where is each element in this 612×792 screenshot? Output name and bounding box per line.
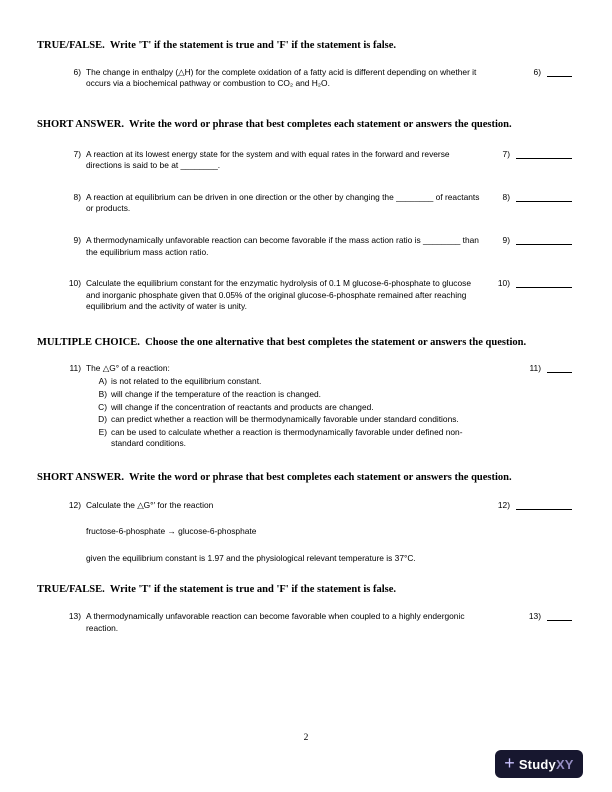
answer-area — [486, 149, 576, 161]
question-number: 7) — [73, 148, 81, 159]
section-heading-multiple-choice: MULTIPLE CHOICE. Choose the one alternative that best completes the statement or answers the question. — [37, 337, 527, 349]
question-11 — [37, 363, 576, 450]
logo-text-study: Study — [518, 756, 556, 772]
section-heading-short-answer-2: SHORT ANSWER. Write the word or phrase that best completes each statement or answers the question. — [37, 471, 512, 483]
question-text-line: given the equilibrium constant is 1.97 and the physiological relevant temperature is 37°C. — [86, 552, 416, 563]
answer-area — [486, 278, 576, 290]
answer-number: 13) — [528, 611, 541, 622]
answer-area — [486, 235, 576, 247]
question-body — [86, 611, 486, 634]
answer-number: 9) — [502, 235, 510, 246]
answer-blank — [516, 501, 572, 510]
question-body — [86, 500, 486, 565]
question-number: 6) — [73, 66, 81, 77]
section-heading-true-false-2: TRUE/FALSE. Write 'T' if the statement is true and 'F' if the statement is false. — [37, 584, 397, 596]
question-number: 8) — [73, 191, 81, 202]
answer-blank — [547, 68, 572, 77]
question-text: A reaction at equilibrium can be driven in one direction or the other by changing the ________ of reactants or products. — [86, 191, 482, 214]
choice-text: can predict whether a reaction will be thermodynamically favorable under standard conditions. — [111, 414, 459, 425]
answer-blank — [547, 364, 572, 373]
question-text: Calculate the equilibrium constant for the enzymatic hydrolysis of 0.1 M glucose-6-phosphate to glucose and inorganic phosphate given that 0.05% of the original glucose-6-phosphate remained after reaching equilibrium and the activity of water is unity. — [86, 278, 474, 312]
question-number: 13) — [68, 611, 81, 622]
question-13 — [37, 611, 576, 634]
question-text: A thermodynamically unfavorable reaction can become favorable if the mass action ratio is ________ than the equilibrium mass action ratio. — [86, 235, 482, 257]
page-number: 2 — [303, 733, 309, 743]
question-body — [86, 192, 486, 215]
question-10 — [37, 278, 576, 313]
choice-b — [86, 389, 486, 401]
question-number: 11) — [69, 362, 81, 373]
question-body — [86, 149, 486, 172]
choice-a — [86, 376, 486, 388]
question-body — [86, 235, 486, 258]
question-6 — [37, 67, 576, 90]
choice-text: is not related to the equilibrium constant. — [111, 376, 262, 387]
answer-number: 7) — [502, 148, 510, 159]
answer-number: 10) — [497, 278, 510, 289]
choice-text: will change if the temperature of the reaction is changed. — [111, 388, 321, 399]
answer-number: 8) — [502, 191, 510, 202]
answer-area — [486, 363, 576, 375]
choice-list — [86, 376, 486, 450]
question-body — [86, 278, 486, 313]
logo-text — [519, 757, 574, 772]
question-9 — [37, 235, 576, 258]
choice-label: C) — [98, 401, 107, 412]
answer-number: 6) — [533, 66, 541, 77]
answer-blank — [516, 236, 572, 245]
question-text: A reaction at its lowest energy state for the system and with equal rates in the forward and reverse directions is said to be at ________. — [86, 148, 452, 171]
answer-area — [486, 192, 576, 204]
question-text: A thermodynamically unfavorable reaction can become favorable when coupled to a highly endergonic reaction. — [86, 611, 467, 633]
choice-text: will change if the concentration of reactants and products are changed. — [111, 401, 374, 412]
answer-area — [486, 611, 576, 623]
question-text: The △G° of a reaction: — [86, 362, 170, 373]
choice-label: E) — [98, 426, 107, 437]
answer-number: 12) — [497, 499, 510, 510]
choice-label: B) — [98, 388, 107, 399]
studyxy-logo — [495, 750, 583, 778]
question-body — [86, 67, 486, 90]
answer-area — [486, 500, 576, 512]
question-body — [86, 363, 486, 450]
plus-icon: + — [504, 753, 515, 773]
logo-text-xy: XY — [555, 756, 574, 772]
answer-blank — [516, 193, 572, 202]
choice-e — [86, 427, 486, 450]
answer-area — [486, 67, 576, 79]
answer-blank — [516, 279, 572, 288]
choice-label: D) — [98, 414, 107, 425]
answer-number: 11) — [529, 362, 541, 373]
question-text-line: Calculate the △G°′ for the reaction — [86, 499, 214, 510]
choice-d — [86, 414, 486, 426]
question-12 — [37, 500, 576, 565]
choice-c — [86, 402, 486, 414]
answer-blank — [547, 612, 572, 621]
question-number: 12) — [68, 499, 81, 510]
reaction-equation: fructose-6-phosphate → glucose-6-phosphate — [86, 526, 257, 537]
choice-text: can be used to calculate whether a reaction is thermodynamically favorable under defined non-standard conditions. — [111, 426, 463, 449]
section-heading-short-answer-1: SHORT ANSWER. Write the word or phrase that best completes each statement or answers the question. — [37, 118, 512, 130]
section-heading-true-false-1: TRUE/FALSE. Write 'T' if the statement is true and 'F' if the statement is false. — [37, 40, 397, 51]
question-number: 9) — [73, 235, 81, 246]
question-number: 10) — [68, 278, 81, 289]
answer-blank — [516, 150, 572, 159]
question-7 — [37, 149, 576, 172]
question-text: The change in enthalpy (△H) for the complete oxidation of a fatty acid is different depending on whether it occurs via a biochemical pathway or combustion to CO₂ and H₂O. — [86, 66, 479, 89]
choice-label: A) — [98, 376, 107, 387]
question-8 — [37, 192, 576, 215]
